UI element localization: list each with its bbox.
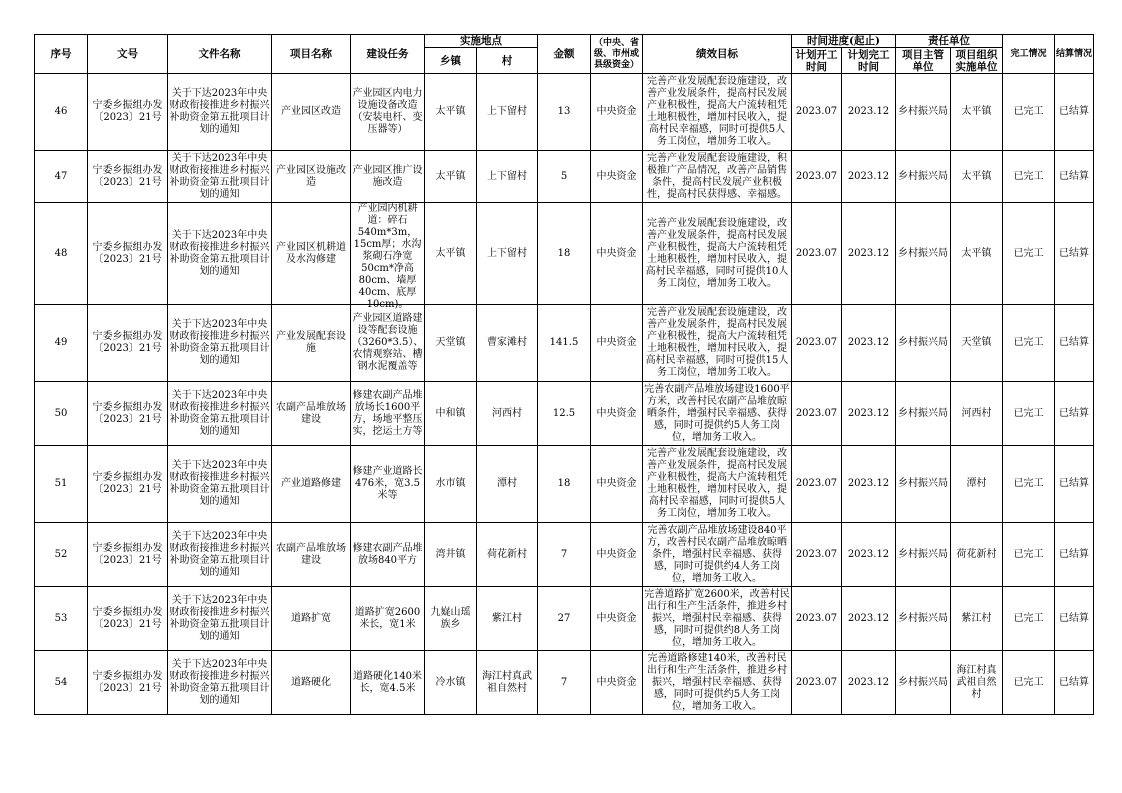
cell-fund: 中央资金 [591, 203, 643, 305]
cell-seq: 51 [35, 446, 88, 523]
cell-township: 天堂镇 [425, 305, 477, 382]
cell-impl-unit: 潭村 [951, 446, 1003, 523]
cell-township: 湾井镇 [425, 523, 477, 587]
header-main-unit: 项目主管单位 [896, 48, 951, 74]
cell-settlement: 已结算 [1055, 74, 1094, 151]
cell-performance [643, 651, 792, 715]
table-row [35, 151, 1094, 203]
cell-performance [643, 446, 792, 523]
cell-settlement: 已结算 [1055, 305, 1094, 382]
cell-seq: 54 [35, 651, 88, 715]
cell-main-unit: 乡村振兴局 [896, 523, 951, 587]
cell-end: 2023.12 [842, 587, 896, 651]
cell-amount: 141.5 [538, 305, 591, 382]
cell-main-unit: 乡村振兴局 [896, 74, 951, 151]
cell-amount: 7 [538, 651, 591, 715]
cell-completion: 已完工 [1003, 651, 1055, 715]
cell-fund: 中央资金 [591, 523, 643, 587]
cell-amount: 18 [538, 446, 591, 523]
cell-completion: 已完工 [1003, 523, 1055, 587]
cell-completion: 已完工 [1003, 587, 1055, 651]
cell-main-unit: 乡村振兴局 [896, 587, 951, 651]
table-row [35, 446, 1094, 523]
cell-project: 产业园区机耕道及水沟修建 [272, 203, 351, 305]
cell-project: 产业道路修建 [272, 446, 351, 523]
cell-project: 产业园区改造 [272, 74, 351, 151]
cell-village: 曹家滩村 [477, 305, 538, 382]
cell-amount: 7 [538, 523, 591, 587]
cell-doc-name: 关于下达2023年中央财政衔接推进乡村振兴补助资金第五批项目计划的通知 [168, 587, 272, 651]
header-location: 实施地点 [425, 35, 538, 48]
cell-task [351, 203, 425, 310]
cell-settlement: 已结算 [1055, 382, 1094, 446]
cell-end: 2023.12 [842, 382, 896, 446]
cell-completion: 已完工 [1003, 74, 1055, 151]
cell-doc-name: 关于下达2023年中央财政衔接推进乡村振兴补助资金第五批项目计划的通知 [168, 651, 272, 715]
performance-text: 完善产业发展配套设施建设，积极推广产品情况，改善产品销售条件，提高村民发展产业积极性，提高村民获得感、幸福感。 [647, 152, 787, 200]
cell-start: 2023.07 [792, 523, 842, 587]
project-table [34, 34, 1094, 715]
cell-settlement: 已结算 [1055, 151, 1094, 203]
cell-start: 2023.07 [792, 305, 842, 382]
cell-doc-name: 关于下达2023年中央财政衔接推进乡村振兴补助资金第五批项目计划的通知 [168, 305, 272, 382]
cell-completion: 已完工 [1003, 203, 1055, 305]
cell-township: 太平镇 [425, 151, 477, 203]
header-doc-no: 文号 [88, 35, 168, 74]
table-row [35, 305, 1094, 382]
cell-seq: 53 [35, 587, 88, 651]
performance-text: 完善道路修建140米，改善村民出行和生产生活条件，推进乡村振兴，增强村民幸福感、获得感，同时可提供约5人务工岗位，增加务工收入。 [647, 652, 787, 712]
cell-impl-unit: 太平镇 [951, 203, 1003, 305]
cell-doc-no: 宁委乡振组办发〔2023〕21号 [88, 587, 168, 651]
cell-fund: 中央资金 [591, 305, 643, 382]
cell-start: 2023.07 [792, 446, 842, 523]
header-task: 建设任务 [351, 35, 425, 74]
cell-amount: 5 [538, 151, 591, 203]
cell-start: 2023.07 [792, 382, 842, 446]
cell-doc-no: 宁委乡振组办发〔2023〕21号 [88, 523, 168, 587]
cell-settlement: 已结算 [1055, 203, 1094, 305]
cell-township: 太平镇 [425, 74, 477, 151]
header-schedule: 时间进度(起止) [792, 35, 896, 48]
cell-doc-name: 关于下达2023年中央财政衔接推进乡村振兴补助资金第五批项目计划的通知 [168, 446, 272, 523]
cell-settlement: 已结算 [1055, 651, 1094, 715]
cell-doc-name: 关于下达2023年中央财政衔接推进乡村振兴补助资金第五批项目计划的通知 [168, 382, 272, 446]
cell-main-unit: 乡村振兴局 [896, 382, 951, 446]
cell-start: 2023.07 [792, 203, 842, 305]
cell-township: 冷水镇 [425, 651, 477, 715]
task-text: 道路硬化140米长，宽4.5米 [352, 670, 423, 694]
cell-impl-unit: 海江村真武祖自然村 [951, 651, 1003, 715]
cell-impl-unit: 紫江村 [951, 587, 1003, 651]
cell-doc-no: 宁委乡振组办发〔2023〕21号 [88, 151, 168, 203]
cell-doc-no: 宁委乡振组办发〔2023〕21号 [88, 651, 168, 715]
cell-project: 农副产品堆放场建设 [272, 382, 351, 446]
cell-seq: 48 [35, 203, 88, 305]
cell-performance [643, 74, 792, 151]
cell-doc-no: 宁委乡振组办发〔2023〕21号 [88, 446, 168, 523]
performance-text: 完善道路扩宽2600米，改善村民出行和生产生活条件，推进乡村振兴，增强村民幸福感、获得感，同时可提供约8人务工岗位，增加务工收入。 [644, 588, 790, 648]
performance-text: 完善产业发展配套设施建设，改善产业发展条件，提高村民发展产业积极性，提高大户流转租凭土地积极性，增加村民收入，提高村民幸福感，同时可提供5人务工岗位，增加务工收入。 [647, 76, 787, 147]
task-text: 产业园区道路建设等配套设施（3260*3.5）、农情观察站、槽钢水泥覆盖等 [352, 313, 424, 372]
cell-task [351, 446, 425, 523]
performance-text: 完善产业发展配套设施建设，改善产业发展条件，提高村民发展产业积极性，提高大户流转租凭土地积极性，增加村民收入，提高村民幸福感，同时可提供15人务工岗位，增加务工收入。 [645, 307, 789, 378]
cell-task [351, 151, 425, 203]
task-text: 产业园区内电力设施设备改造（安装电杆、变压器等） [352, 88, 423, 135]
cell-end: 2023.12 [842, 74, 896, 151]
cell-settlement: 已结算 [1055, 446, 1094, 523]
cell-end: 2023.12 [842, 446, 896, 523]
cell-performance [643, 382, 792, 446]
table-body [35, 74, 1094, 715]
cell-seq: 52 [35, 523, 88, 587]
header-project-name: 项目名称 [272, 35, 351, 74]
header-fund-source: （中央、省级、市州或县级资金） [591, 35, 643, 74]
task-text: 修建产业道路长476米，宽3.5米等 [352, 466, 423, 501]
cell-project: 农副产品堆放场建设 [272, 523, 351, 587]
header-performance: 绩效目标 [643, 35, 792, 74]
header-amount: 金额 [538, 35, 591, 74]
cell-doc-name [168, 151, 272, 203]
header-impl-unit: 项目组织实施单位 [951, 48, 1003, 74]
cell-end: 2023.12 [842, 151, 896, 203]
cell-amount: 12.5 [538, 382, 591, 446]
cell-amount: 27 [538, 587, 591, 651]
cell-village: 紫江村 [477, 587, 538, 651]
cell-township: 九嶷山瑶族乡 [425, 587, 477, 651]
cell-end: 2023.12 [842, 523, 896, 587]
cell-settlement: 已结算 [1055, 523, 1094, 587]
cell-doc-no: 宁委乡振组办发〔2023〕21号 [88, 203, 168, 305]
cell-fund: 中央资金 [591, 382, 643, 446]
header-township: 乡镇 [425, 48, 477, 74]
cell-village: 上下留村 [477, 74, 538, 151]
cell-completion: 已完工 [1003, 305, 1055, 382]
cell-project: 道路扩宽 [272, 587, 351, 651]
cell-impl-unit: 天堂镇 [951, 305, 1003, 382]
cell-township: 水市镇 [425, 446, 477, 523]
header-seq: 序号 [35, 35, 88, 74]
cell-fund: 中央资金 [591, 651, 643, 715]
cell-task [351, 587, 425, 651]
cell-end: 2023.12 [842, 203, 896, 305]
header-doc-name: 文件名称 [168, 35, 272, 74]
task-text: 产业园区推广设施改造 [352, 164, 423, 188]
table-row [35, 587, 1094, 651]
cell-task [351, 651, 425, 715]
cell-village: 上下留村 [477, 151, 538, 203]
table-row [35, 651, 1094, 715]
doc-name-text: 关于下达2023年中央财政衔接推进乡村振兴补助资金第五批项目计划的通知 [169, 152, 270, 200]
cell-doc-no: 宁委乡振组办发〔2023〕21号 [88, 74, 168, 151]
cell-village: 河西村 [477, 382, 538, 446]
task-text: 道路扩宽2600米长，宽1米 [354, 606, 421, 630]
cell-main-unit: 乡村振兴局 [896, 651, 951, 715]
cell-completion: 已完工 [1003, 151, 1055, 203]
cell-doc-no: 宁委乡振组办发〔2023〕21号 [88, 305, 168, 382]
cell-performance [643, 305, 792, 382]
cell-main-unit: 乡村振兴局 [896, 446, 951, 523]
cell-doc-name: 关于下达2023年中央财政衔接推进乡村振兴补助资金第五批项目计划的通知 [168, 203, 272, 305]
task-text: 修建农副产品堆放场长1600平方，场地平整压实，挖运土方等 [352, 389, 423, 437]
cell-amount: 13 [538, 74, 591, 151]
cell-seq: 47 [35, 151, 88, 203]
cell-start: 2023.07 [792, 74, 842, 151]
performance-text: 完善农副产品堆放场建设1600平方米，改善村民农副产品堆放晾晒条件，增强村民幸福感、获得感，同时可提供约5人务工岗位，增加务工收入。 [644, 383, 790, 443]
cell-impl-unit: 荷花新村 [951, 523, 1003, 587]
cell-completion: 已完工 [1003, 446, 1055, 523]
cell-end: 2023.12 [842, 651, 896, 715]
header-plan-end: 计划完工时间 [842, 48, 896, 74]
cell-impl-unit: 河西村 [951, 382, 1003, 446]
cell-seq: 46 [35, 74, 88, 151]
cell-end: 2023.12 [842, 305, 896, 382]
table-row [35, 523, 1094, 587]
cell-task [351, 305, 425, 382]
cell-impl-unit: 太平镇 [951, 74, 1003, 151]
cell-seq: 50 [35, 382, 88, 446]
cell-performance [643, 151, 792, 203]
cell-fund: 中央资金 [591, 446, 643, 523]
cell-township: 中和镇 [425, 382, 477, 446]
cell-project: 道路硬化 [272, 651, 351, 715]
cell-doc-name: 关于下达2023年中央财政衔接推进乡村振兴补助资金第五批项目计划的通知 [168, 74, 272, 151]
cell-start: 2023.07 [792, 151, 842, 203]
cell-doc-no: 宁委乡振组办发〔2023〕21号 [88, 382, 168, 446]
cell-fund: 中央资金 [591, 74, 643, 151]
cell-task [351, 382, 425, 446]
performance-text: 完善产业发展配套设施建设，改善产业发展条件，提高村民发展产业积极性，提高大户流转租凭土地积极性，增加村民收入，提高村民幸福感，同时可提供10人务工岗位，增加务工收入。 [645, 217, 789, 289]
cell-performance [643, 203, 792, 305]
cell-impl-unit: 太平镇 [951, 151, 1003, 203]
cell-performance [643, 523, 792, 587]
cell-village: 潭村 [477, 446, 538, 523]
header-village: 村 [477, 48, 538, 74]
performance-text: 完善农副产品堆放场建设840平方，改善村民农副产品堆放晾晒条件，增强村民幸福感、获得感，同时可提供约4人务工岗位，增加务工收入。 [647, 524, 787, 584]
task-text: 产业园内机耕道：碎石540m*3m，15cm厚；水沟浆砌石净宽50cm*净高80cm、墙厚40cm、底厚10cm)。 [353, 203, 422, 310]
cell-main-unit: 乡村振兴局 [896, 203, 951, 305]
cell-village: 荷花新村 [477, 523, 538, 587]
cell-amount: 18 [538, 203, 591, 305]
table-row [35, 382, 1094, 446]
cell-completion: 已完工 [1003, 382, 1055, 446]
header-settlement: 结算情况 [1055, 35, 1094, 74]
table-header [35, 35, 1094, 74]
cell-project: 产业园区设施改造 [272, 151, 351, 203]
cell-village: 上下留村 [477, 203, 538, 305]
cell-fund: 中央资金 [591, 151, 643, 203]
header-completion: 完工情况 [1003, 35, 1055, 74]
cell-township: 太平镇 [425, 203, 477, 305]
cell-doc-name: 关于下达2023年中央财政衔接推进乡村振兴补助资金第五批项目计划的通知 [168, 523, 272, 587]
table-row [35, 74, 1094, 151]
cell-fund: 中央资金 [591, 587, 643, 651]
header-responsible: 责任单位 [896, 35, 1003, 48]
header-plan-start: 计划开工时间 [792, 48, 842, 74]
cell-project: 产业发展配套设施 [272, 305, 351, 382]
cell-settlement: 已结算 [1055, 587, 1094, 651]
cell-start: 2023.07 [792, 651, 842, 715]
task-text: 修建农副产品堆放场840平方 [352, 542, 423, 566]
table-row [35, 203, 1094, 305]
cell-seq: 49 [35, 305, 88, 382]
cell-main-unit: 乡村振兴局 [896, 151, 951, 203]
performance-text: 完善产业发展配套设施建设，改善产业发展条件，提高村民发展产业积极性，提高大户流转租凭土地积极性，增加村民收入，提高村民幸福感，同时可提供5人务工岗位，增加务工收入。 [647, 448, 787, 519]
cell-start: 2023.07 [792, 587, 842, 651]
cell-task [351, 74, 425, 151]
cell-performance [643, 587, 792, 651]
cell-village: 海江村真武祖自然村 [477, 651, 538, 715]
cell-main-unit: 乡村振兴局 [896, 305, 951, 382]
cell-task [351, 523, 425, 587]
